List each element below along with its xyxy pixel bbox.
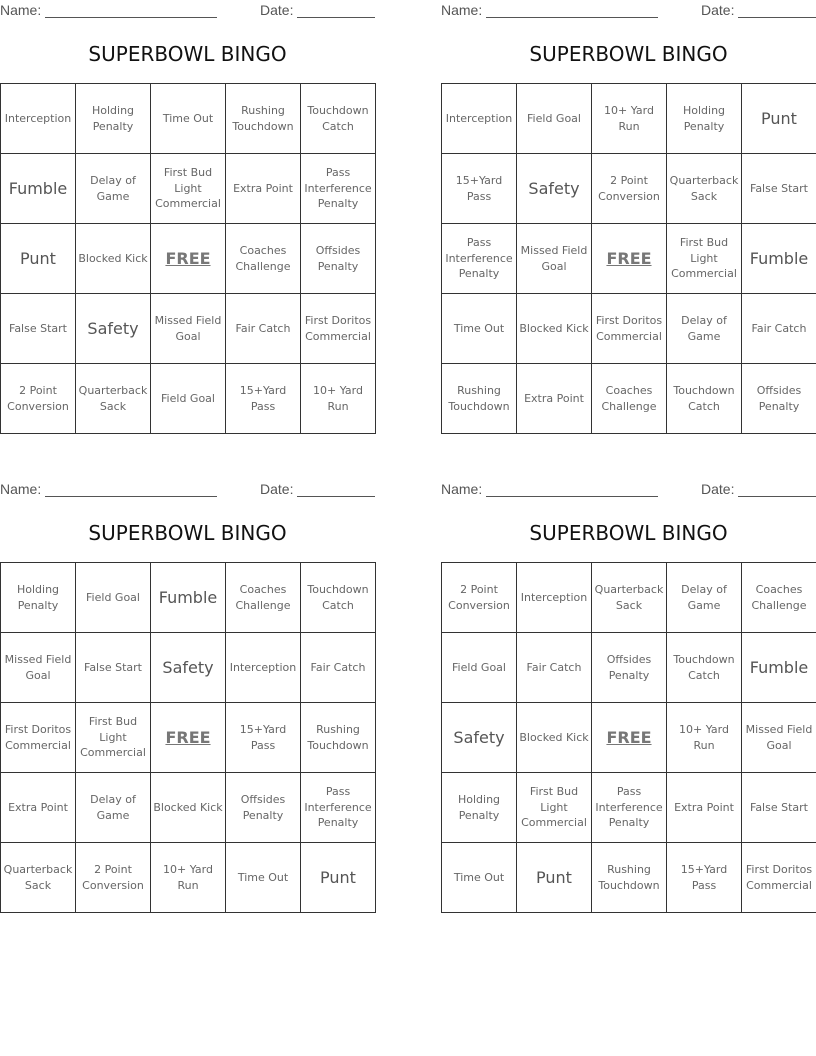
bingo-cell: Field Goal [442, 633, 517, 703]
date-label: Date: [701, 2, 735, 18]
bingo-grid [0, 83, 376, 434]
bingo-cell: First Bud Light Commercial [76, 703, 151, 773]
bingo-cell: Fair Catch [742, 294, 816, 364]
bingo-cell: Interception [442, 84, 517, 154]
bingo-cell: Quarterback Sack [592, 563, 667, 633]
bingo-cell: Punt [517, 843, 592, 913]
bingo-cell: Delay of Game [667, 294, 742, 364]
bingo-cell: Rushing Touchdown [442, 364, 517, 434]
bingo-cell: Fair Catch [301, 633, 376, 703]
bingo-cell: Extra Point [517, 364, 592, 434]
bingo-row [1, 843, 376, 913]
bingo-cell: Punt [301, 843, 376, 913]
bingo-cell: 10+ Yard Run [151, 843, 226, 913]
bingo-cell: False Start [742, 773, 816, 843]
bingo-cell: 10+ Yard Run [667, 703, 742, 773]
bingo-cell: 2 Point Conversion [76, 843, 151, 913]
card-header [441, 481, 816, 499]
bingo-cell: False Start [1, 294, 76, 364]
bingo-card-1 [0, 0, 376, 440]
card-header [441, 2, 816, 20]
bingo-cell: First Doritos Commercial [301, 294, 376, 364]
bingo-cell: 10+ Yard Run [301, 364, 376, 434]
bingo-row [442, 563, 816, 633]
bingo-cell: Offsides Penalty [301, 224, 376, 294]
bingo-row [1, 364, 376, 434]
bingo-cell: First Doritos Commercial [592, 294, 667, 364]
card-title: SUPERBOWL BINGO [529, 521, 728, 545]
bingo-row [1, 224, 376, 294]
bingo-grid [0, 562, 376, 913]
bingo-row [1, 294, 376, 364]
name-line [45, 496, 217, 497]
bingo-cell: Safety [442, 703, 517, 773]
bingo-cell: Touchdown Catch [301, 563, 376, 633]
bingo-cell: Delay of Game [76, 773, 151, 843]
bingo-row [1, 703, 376, 773]
bingo-cell: Blocked Kick [76, 224, 151, 294]
bingo-cell: First Bud Light Commercial [667, 224, 742, 294]
bingo-cell: Rushing Touchdown [301, 703, 376, 773]
bingo-row [442, 773, 816, 843]
bingo-cell: Field Goal [151, 364, 226, 434]
bingo-cell: Coaches Challenge [592, 364, 667, 434]
bingo-row [442, 294, 816, 364]
free-space: FREE [151, 703, 226, 773]
bingo-cell: First Bud Light Commercial [151, 154, 226, 224]
bingo-cell: Touchdown Catch [667, 364, 742, 434]
date-label: Date: [701, 481, 735, 497]
bingo-cell: 2 Point Conversion [592, 154, 667, 224]
name-line [486, 496, 658, 497]
bingo-row [442, 703, 816, 773]
bingo-row [1, 773, 376, 843]
bingo-cell: Punt [742, 84, 816, 154]
bingo-cell: 15+Yard Pass [226, 703, 301, 773]
bingo-cell: 10+ Yard Run [592, 84, 667, 154]
bingo-cell: 15+Yard Pass [442, 154, 517, 224]
bingo-cell: Field Goal [76, 563, 151, 633]
bingo-cell: Fair Catch [517, 633, 592, 703]
bingo-cell: Blocked Kick [517, 703, 592, 773]
bingo-cell: Delay of Game [667, 563, 742, 633]
name-label: Name: [0, 481, 42, 497]
date-label: Date: [260, 481, 294, 497]
bingo-cell: Time Out [442, 294, 517, 364]
bingo-cell: Holding Penalty [76, 84, 151, 154]
bingo-cell: Blocked Kick [517, 294, 592, 364]
card-title: SUPERBOWL BINGO [529, 42, 728, 66]
bingo-row [1, 154, 376, 224]
bingo-row [442, 364, 816, 434]
bingo-cell: 2 Point Conversion [442, 563, 517, 633]
bingo-cell: Safety [76, 294, 151, 364]
bingo-cell: Holding Penalty [667, 84, 742, 154]
name-label: Name: [0, 2, 42, 18]
bingo-cell: Pass Interference Penalty [301, 773, 376, 843]
bingo-cell: Safety [151, 633, 226, 703]
bingo-card-3 [0, 479, 376, 919]
date-line [297, 496, 375, 497]
bingo-cell: Missed Field Goal [1, 633, 76, 703]
name-line [486, 17, 658, 18]
bingo-row [442, 633, 816, 703]
date-label: Date: [260, 2, 294, 18]
bingo-cell: Extra Point [667, 773, 742, 843]
bingo-cell: Coaches Challenge [226, 224, 301, 294]
name-line [45, 17, 217, 18]
bingo-cell: Fumble [742, 633, 816, 703]
bingo-cell: Touchdown Catch [301, 84, 376, 154]
bingo-cell: Missed Field Goal [517, 224, 592, 294]
bingo-cell: Interception [517, 563, 592, 633]
bingo-cell: First Doritos Commercial [742, 843, 816, 913]
bingo-cell: Rushing Touchdown [592, 843, 667, 913]
bingo-grid [441, 562, 816, 913]
bingo-row [442, 843, 816, 913]
card-header [0, 2, 376, 20]
bingo-cell: Missed Field Goal [151, 294, 226, 364]
bingo-cell: Interception [1, 84, 76, 154]
date-line [738, 17, 816, 18]
bingo-cell: First Doritos Commercial [1, 703, 76, 773]
bingo-cell: Time Out [226, 843, 301, 913]
bingo-cell: Quarterback Sack [667, 154, 742, 224]
bingo-cell: Extra Point [1, 773, 76, 843]
bingo-cell: Fumble [742, 224, 816, 294]
bingo-cell: Pass Interference Penalty [301, 154, 376, 224]
bingo-cell: Fumble [151, 563, 226, 633]
bingo-cell: Extra Point [226, 154, 301, 224]
free-space: FREE [592, 703, 667, 773]
bingo-cell: Blocked Kick [151, 773, 226, 843]
bingo-cell: False Start [742, 154, 816, 224]
bingo-grid [441, 83, 816, 434]
name-label: Name: [441, 2, 483, 18]
bingo-cell: Coaches Challenge [742, 563, 816, 633]
bingo-cell: False Start [76, 633, 151, 703]
bingo-row [1, 84, 376, 154]
bingo-cell: Safety [517, 154, 592, 224]
name-label: Name: [441, 481, 483, 497]
date-line [738, 496, 816, 497]
bingo-row [442, 154, 816, 224]
bingo-row [442, 84, 816, 154]
bingo-cell: Coaches Challenge [226, 563, 301, 633]
bingo-cell: Interception [226, 633, 301, 703]
bingo-cell: Offsides Penalty [592, 633, 667, 703]
bingo-row [1, 633, 376, 703]
card-title: SUPERBOWL BINGO [88, 42, 287, 66]
bingo-cell: Fair Catch [226, 294, 301, 364]
bingo-card-4 [441, 479, 816, 919]
bingo-cell: Punt [1, 224, 76, 294]
bingo-cell: Missed Field Goal [742, 703, 816, 773]
bingo-card-2 [441, 0, 816, 440]
bingo-row [1, 563, 376, 633]
bingo-row [442, 224, 816, 294]
bingo-cell: Fumble [1, 154, 76, 224]
bingo-cell: Offsides Penalty [742, 364, 816, 434]
bingo-cell: 15+Yard Pass [226, 364, 301, 434]
bingo-cell: Pass Interference Penalty [442, 224, 517, 294]
bingo-cell: Quarterback Sack [1, 843, 76, 913]
card-header [0, 481, 376, 499]
bingo-cell: Offsides Penalty [226, 773, 301, 843]
bingo-cell: Field Goal [517, 84, 592, 154]
bingo-cell: First Bud Light Commercial [517, 773, 592, 843]
bingo-cell: Time Out [151, 84, 226, 154]
free-space: FREE [151, 224, 226, 294]
card-title: SUPERBOWL BINGO [88, 521, 287, 545]
bingo-cell: 15+Yard Pass [667, 843, 742, 913]
bingo-cell: Holding Penalty [1, 563, 76, 633]
bingo-cell: Rushing Touchdown [226, 84, 301, 154]
bingo-cell: 2 Point Conversion [1, 364, 76, 434]
bingo-cell: Time Out [442, 843, 517, 913]
bingo-cell: Delay of Game [76, 154, 151, 224]
bingo-cell: Quarterback Sack [76, 364, 151, 434]
bingo-cell: Touchdown Catch [667, 633, 742, 703]
bingo-cell: Pass Interference Penalty [592, 773, 667, 843]
bingo-cell: Holding Penalty [442, 773, 517, 843]
free-space: FREE [592, 224, 667, 294]
date-line [297, 17, 375, 18]
